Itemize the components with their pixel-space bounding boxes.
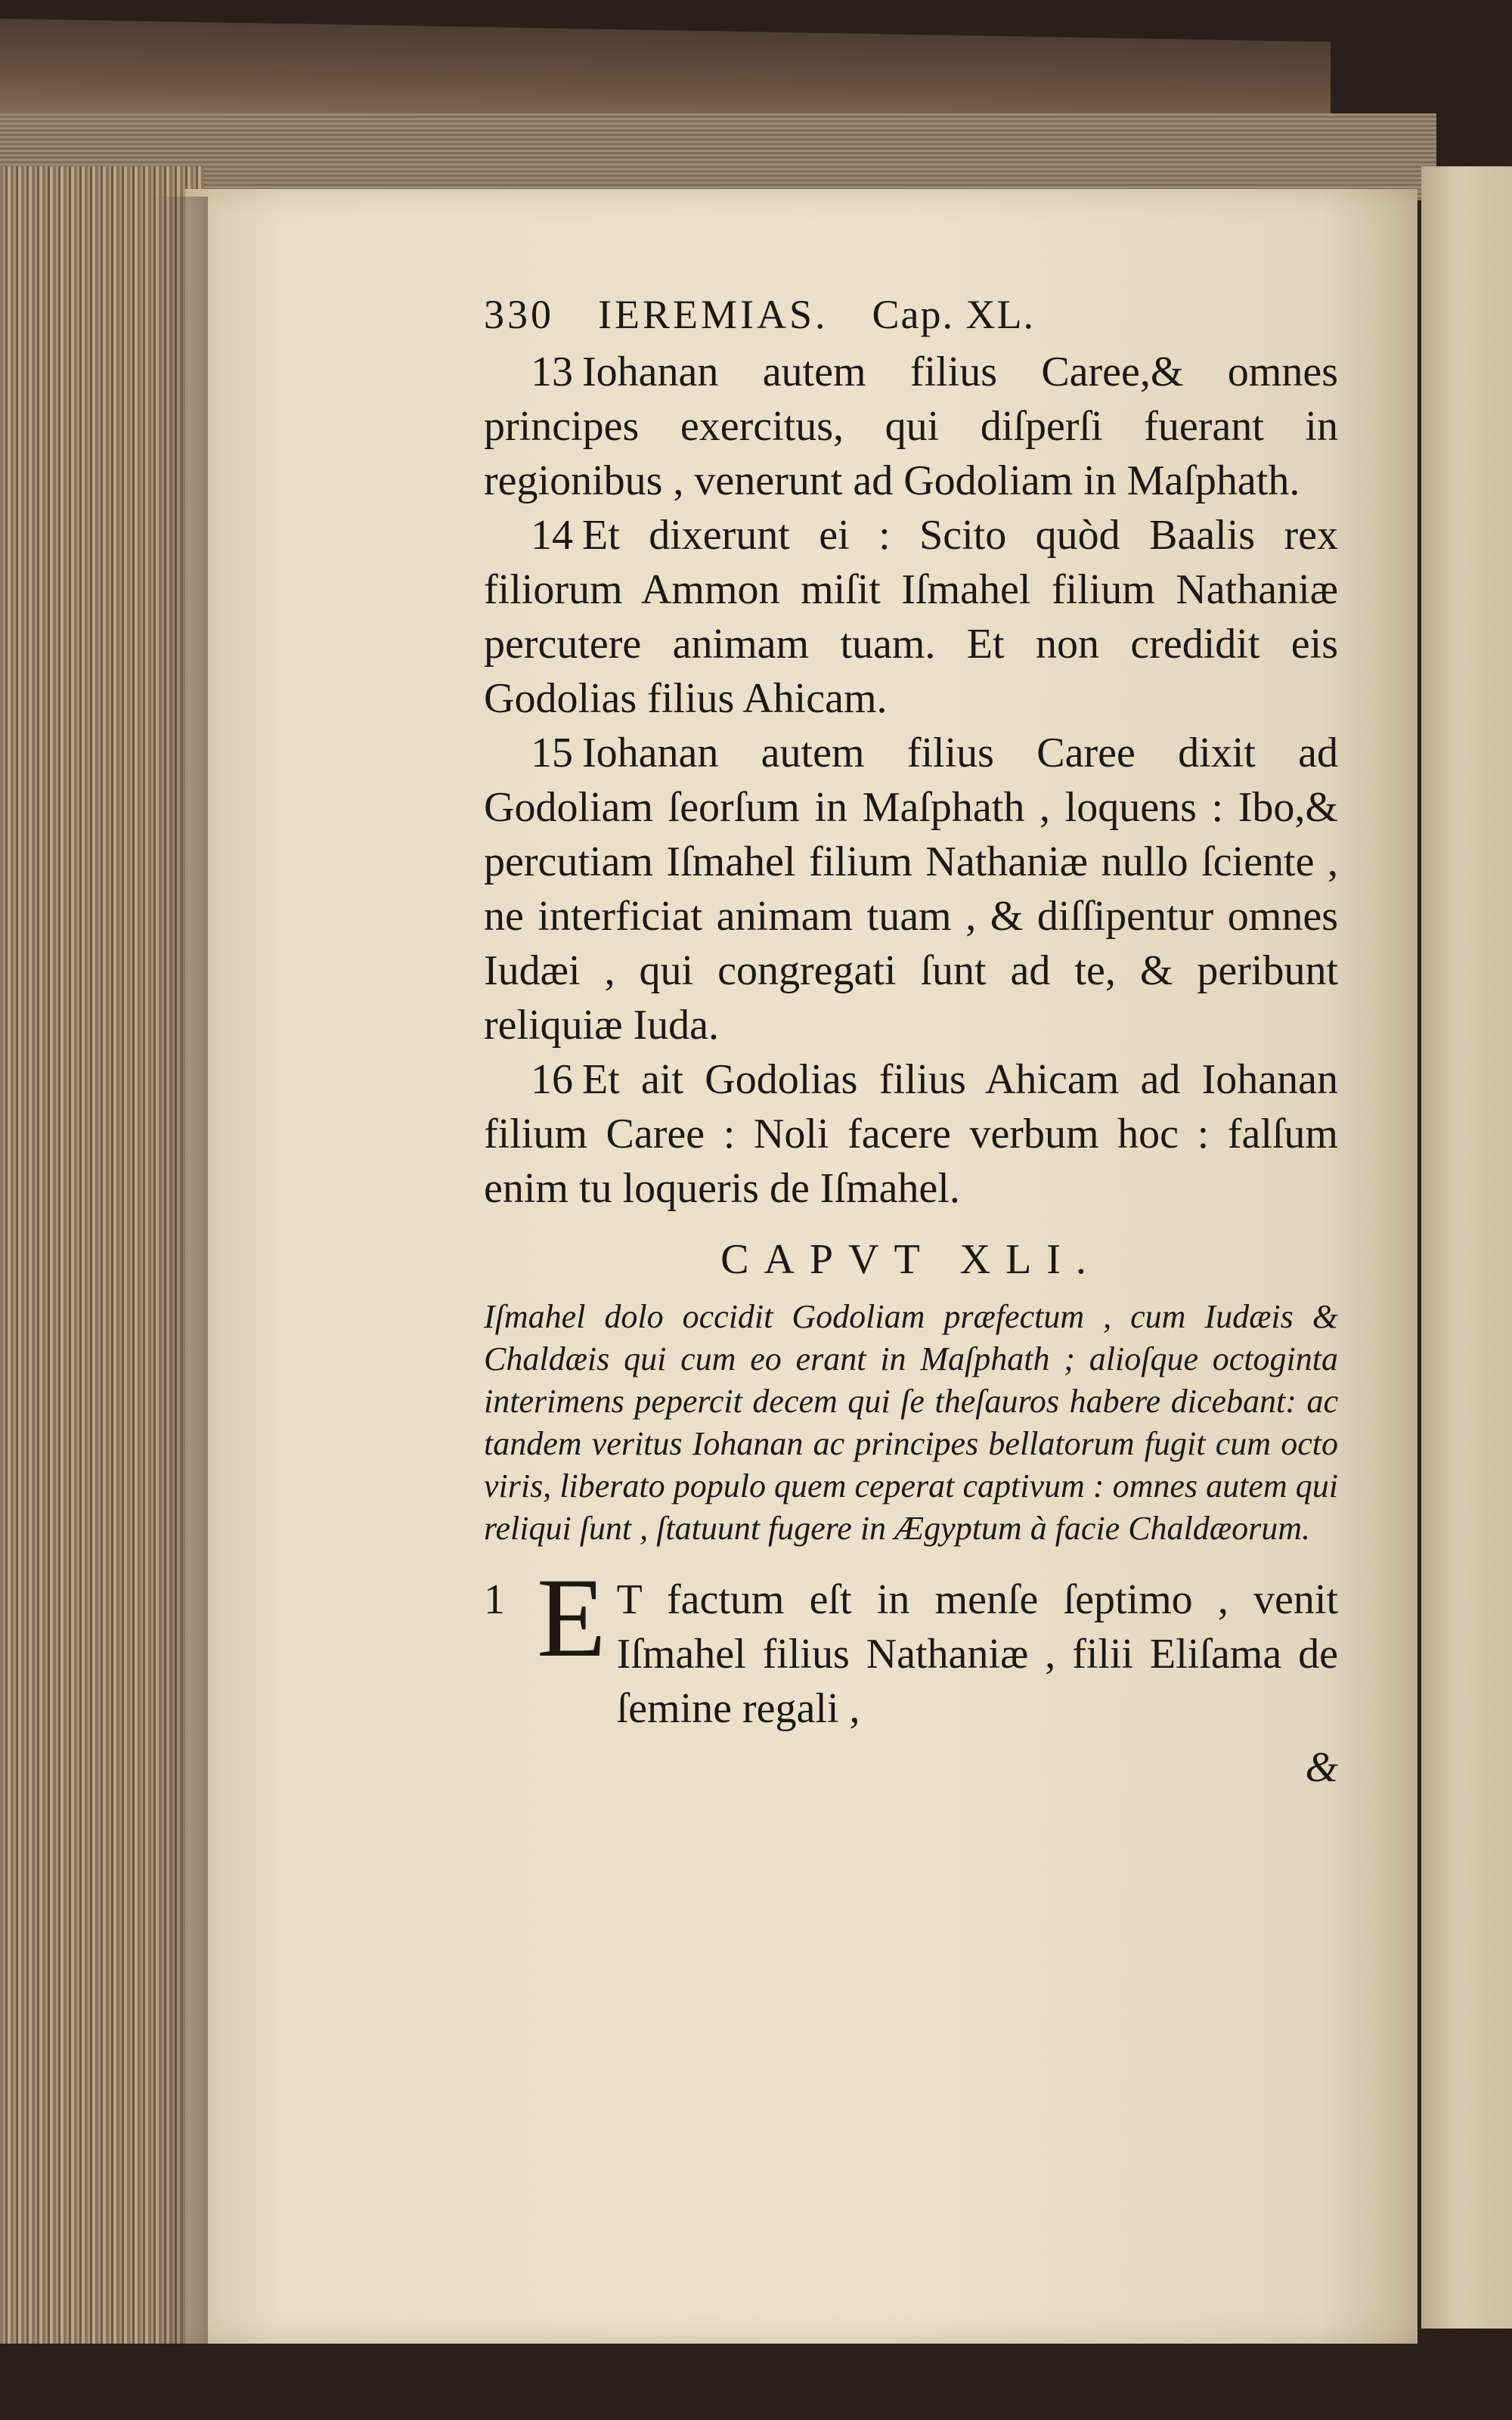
drop-cap: E xyxy=(537,1555,606,1681)
verse-text: Iohanan autem filius Caree dixit ad Godoliam ſeorſum in Maſphath , loquens : Ibo,& percutiam Iſmahel filium Nathaniæ nullo ſciente , ne interficiat animam tuam , & diſſipentur omnes Iudæi , qui congregati ſunt ad te, & peribunt reliquiæ Iuda. xyxy=(484,730,1338,1049)
verse-1 xyxy=(484,1555,1338,1736)
gutter-shadow xyxy=(155,197,208,2344)
chapter-title: CAPVT XLI. xyxy=(720,1236,1101,1283)
verse-number: 14 xyxy=(531,512,573,559)
verse-15 xyxy=(484,726,1338,1052)
verse-text: Iohanan autem filius Caree,& omnes principes exercitus, qui diſperſi fuerant in regionibus , venerunt ad Godoliam in Maſphath. xyxy=(484,349,1338,504)
book-title: IEREMIAS. xyxy=(598,292,829,337)
verse-text: T factum eſt in menſe ſeptimo , venit Iſmahel filius Nathaniæ , filii Eliſama de ſemine regali , xyxy=(616,1576,1338,1732)
verse-text: Et ait Godolias filius Ahicam ad Iohanan filium Caree : Noli facere verbum hoc : falſum enim tu loqueris de Iſmahel. xyxy=(484,1056,1338,1212)
chapter-ref: Cap. XL. xyxy=(872,292,1035,337)
running-head xyxy=(484,287,1338,342)
verse-16 xyxy=(484,1052,1338,1216)
chapter-summary: Iſmahel dolo occidit Godoliam præfectum , cum Iudæis & Chaldæis qui cum eo erant in Maſphath ; alioſque octoginta interimens pepercit decem qui ſe theſauros habere dicebant: ac tandem veritus Iohanan ac principes bellatorum fugit cum octo viris, liberato populo quem ceperat captivum : omnes autem qui reliqui ſunt , ſtatuunt fugere in Ægyptum à facie Chaldæorum. xyxy=(484,1298,1338,1547)
verse-number: 16 xyxy=(531,1056,573,1103)
verse-13 xyxy=(484,345,1338,508)
verse-number: 15 xyxy=(531,730,573,776)
verse-number: 1 xyxy=(484,1576,505,1623)
facing-page-edge xyxy=(1421,166,1512,2329)
verse-number: 13 xyxy=(531,349,573,395)
verse-14 xyxy=(484,508,1338,726)
page-text-block xyxy=(484,287,1338,1795)
page-block-top xyxy=(0,113,1436,200)
verse-text: Et dixerunt ei : Scito quòd Baalis rex filiorum Ammon miſit Iſmahel filium Nathaniæ percutere animam tuam. Et non credidit eis Godolias filius Ahicam. xyxy=(484,512,1338,722)
catchword: & xyxy=(1305,1744,1338,1791)
page-number: 330 xyxy=(484,292,554,337)
